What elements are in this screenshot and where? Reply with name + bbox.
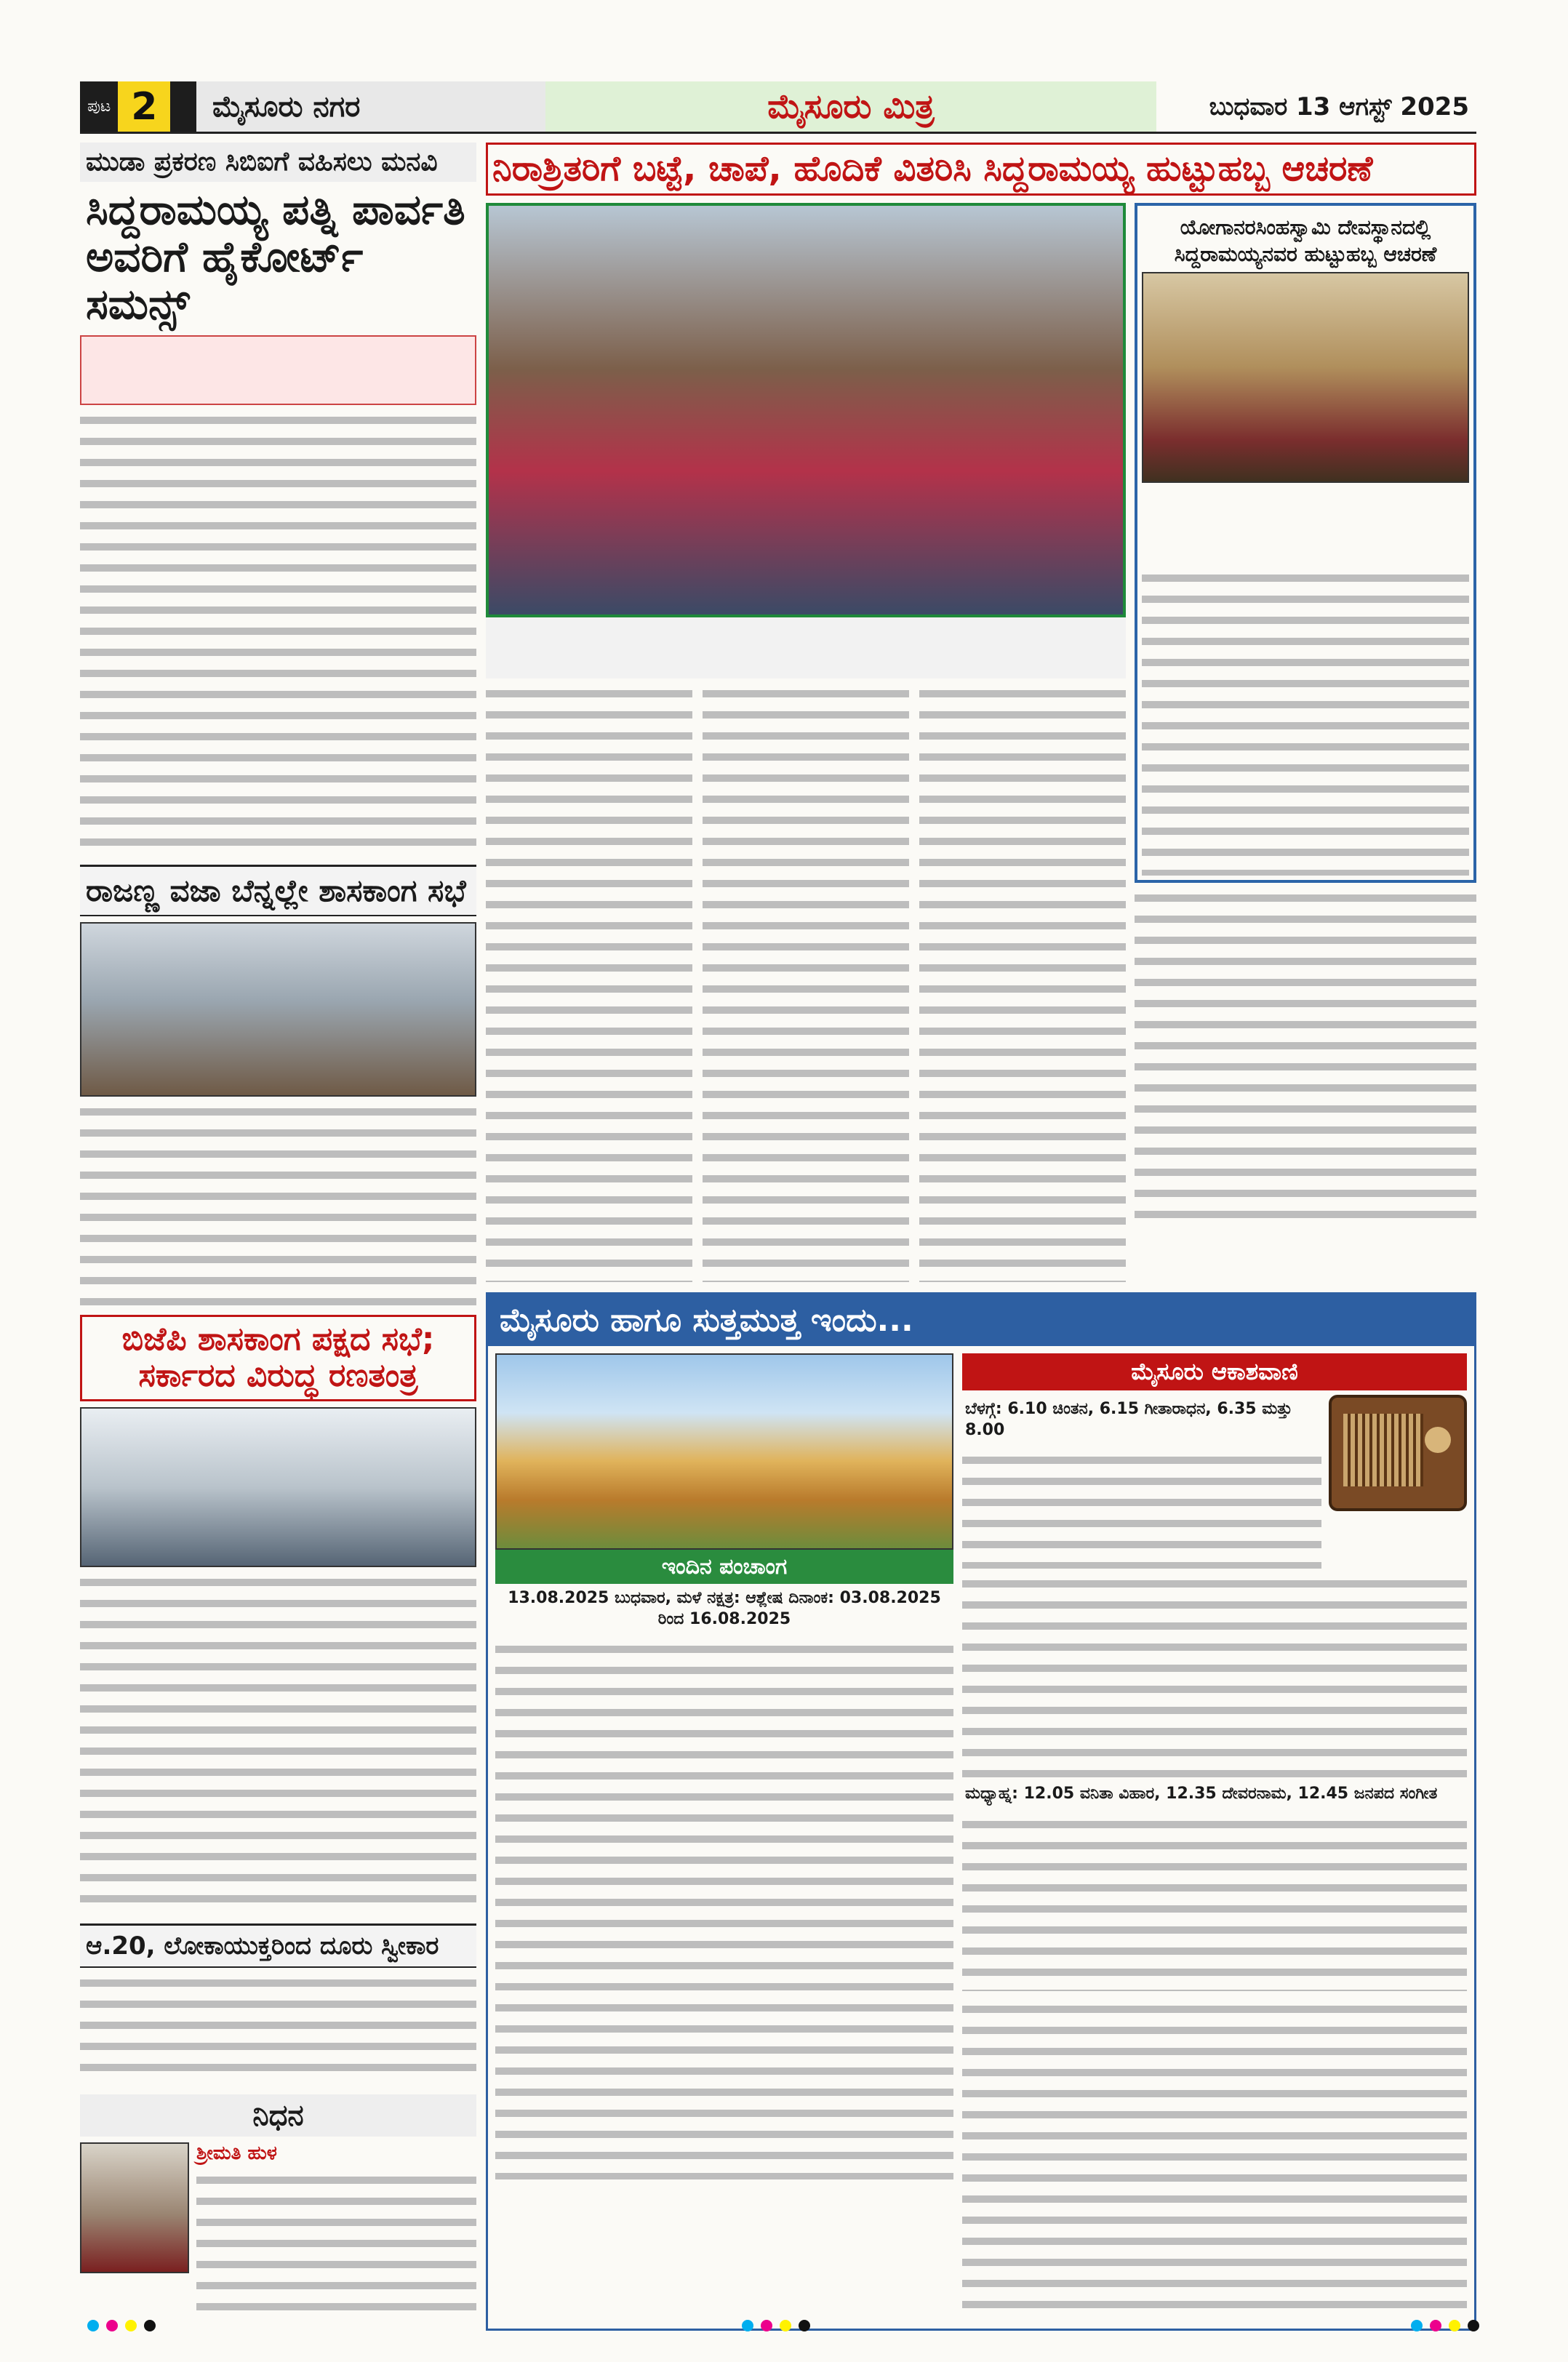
side-continuation-text — [1135, 890, 1476, 1225]
page-tag — [80, 81, 196, 132]
side-story-box — [1135, 203, 1476, 883]
left-column — [80, 143, 476, 2230]
dateline: ಬುಧವಾರ 13 ಆಗಸ್ಟ್ 2025 — [1209, 92, 1469, 121]
today-box — [486, 1292, 1476, 2331]
lead-subhead-box — [80, 335, 476, 405]
main-body-col2 — [703, 686, 909, 1282]
radio-icon — [1329, 1395, 1467, 1511]
page-label: ಪುಟ — [87, 97, 111, 116]
side-headline: ಯೋಗಾನರಸಿಂಹಸ್ವಾಮಿ ದೇವಸ್ಥಾನದಲ್ಲಿ ಸಿದ್ದರಾಮಯ್ಯನವರ ಹುಟ್ಟುಹಬ್ಬ ಆಚರಣೆ — [1174, 215, 1437, 266]
main-photo — [486, 203, 1126, 617]
main-body-col3 — [919, 686, 1126, 1282]
radio-first-line: ಬೆಳಗ್ಗೆ: 6.10 ಚಿಂತನ, 6.15 ಗೀತಾರಾಧನ, 6.35 ಮತ್ತು 8.00 — [965, 1400, 1292, 1439]
masthead — [80, 81, 1476, 134]
story3-body-text — [80, 1574, 476, 1916]
obituary-name: ಶ್ರೀಮತಿ ಹುಳ — [196, 2142, 277, 2165]
side-body-text — [1142, 570, 1469, 876]
radio-notice: ಮಧ್ಯಾಹ್ನ: 12.05 ವನಿತಾ ವಿಹಾರ, 12.35 ದೇವರನಾಮ, 12.45 ಜನಪದ ಸಂಗೀತ — [965, 1785, 1438, 1803]
lead-headline: ಸಿದ್ದರಾಮಯ್ಯ ಪತ್ನಿ ಪಾರ್ವತಿ ಅವರಿಗೆ ಹೈಕೋರ್ಟ್ ಸಮನ್ಸ್ — [86, 185, 465, 329]
story2-photo — [80, 922, 476, 1097]
panchanga-line: 13.08.2025 ಬುಧವಾರ, ಮಳೆ ನಕ್ಷತ್ರ: ಆಶ್ಲೇಷ ದಿನಾಂಕ: 03.08.2025 ರಿಂದ 16.08.2025 — [508, 1589, 941, 1628]
main-photo-caption — [486, 617, 1126, 678]
main-headline: ನಿರಾಶ್ರಿತರಿಗೆ ಬಟ್ಟೆ, ಚಾಪೆ, ಹೊದಿಕೆ ವಿತರಿಸಿ ಸಿದ್ದರಾಮಯ್ಯ ಹುಟ್ಟುಹಬ್ಬ ಆಚರಣೆ — [486, 143, 1476, 196]
side-photo — [1142, 272, 1469, 483]
main-column — [486, 143, 1476, 2230]
story4-headline: ಆ.20, ಲೋಕಾಯುಕ್ತರಿಂದ ದೂರು ಸ್ವೀಕಾರ — [80, 1923, 476, 1968]
panchanga-heading: ಇಂದಿನ ಪಂಚಾಂಗ — [495, 1550, 953, 1584]
story4-body-text — [80, 1975, 476, 2084]
palace-photo — [495, 1353, 953, 1550]
events-list-text — [495, 1641, 953, 2179]
radio-schedule-text — [962, 1452, 1321, 1569]
registration-marks-right — [1411, 2320, 1479, 2331]
paper-logo: ಮೈಸೂರು ಮಿತ್ರ — [545, 81, 1156, 132]
radio-heading: ಮೈಸೂರು ಆಕಾಶವಾಣಿ — [962, 1353, 1467, 1390]
main-body-col1 — [486, 686, 692, 1282]
page-number: 2 — [118, 81, 170, 132]
obituary-heading: ನಿಧನ — [80, 2094, 476, 2137]
today-banner: ಮೈಸೂರು ಹಾಗೂ ಸುತ್ತಮುತ್ತ ಇಂದು... — [488, 1294, 1474, 1346]
obituary-body-text — [196, 2172, 476, 2318]
registration-marks-left — [87, 2320, 156, 2331]
story3-photo — [80, 1407, 476, 1567]
lead-kicker: ಮುಡಾ ಪ್ರಕರಣ ಸಿಬಿಐಗೆ ವಹಿಸಲು ಮನವಿ — [80, 143, 476, 182]
obituary-photo — [80, 2142, 189, 2273]
section-name: ಮೈಸೂರು ನಗರ — [196, 81, 545, 132]
registration-marks-center — [742, 2320, 810, 2331]
lead-body-text — [80, 412, 476, 856]
story2-headline: ರಾಜಣ್ಣ ವಜಾ ಬೆನ್ನಲ್ಲೇ ಶಾಸಕಾಂಗ ಸಭೆ — [80, 865, 476, 916]
story3-headline: ಬಿಜೆಪಿ ಶಾಸಕಾಂಗ ಪಕ್ಷದ ಸಭೆ; ಸರ್ಕಾರದ ವಿರುದ್ಧ ರಣತಂತ್ರ — [80, 1315, 476, 1401]
events-right-text — [962, 2001, 1467, 2321]
obituary-block — [80, 2142, 476, 2318]
side-photo-caption — [1142, 483, 1469, 563]
radio-more-text — [962, 1576, 1467, 1779]
story2-body-text — [80, 1104, 476, 1308]
radio-evening-text — [962, 1817, 1467, 1991]
